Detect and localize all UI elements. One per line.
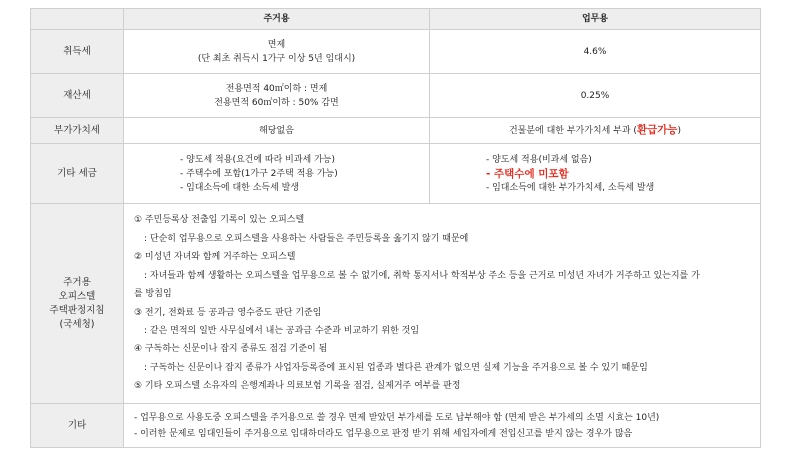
row-etc bbox=[31, 404, 761, 448]
label-etc: 기타 bbox=[31, 404, 124, 448]
criteria-line: ④ 구독하는 신문이나 잡지 종류도 점검 기준이 됨 bbox=[134, 344, 328, 355]
row-acquisition-tax bbox=[31, 30, 761, 74]
cell-other-tax-business bbox=[430, 144, 761, 204]
list-item: - 임대소득에 대한 부가가치세, 소득세 발생 bbox=[486, 182, 655, 193]
vat-biz-close: ) bbox=[677, 126, 682, 136]
criteria-line: ⑤ 기타 오피스텔 소유자의 은행계좌나 의료보험 기록을 점검, 실제거주 여부를 판정 bbox=[134, 381, 461, 392]
cell-acquisition-business: 4.6% bbox=[430, 30, 761, 74]
criteria-line: ② 미성년 자녀와 함께 거주하는 오피스텔 bbox=[134, 252, 296, 263]
vat-biz-text: 건물분에 대한 부가가치세 부과 ( bbox=[508, 126, 637, 136]
label-property-tax: 재산세 bbox=[31, 74, 124, 118]
acquisition-res-line1: 면제 bbox=[267, 39, 286, 50]
cell-vat-residential: 해당없음 bbox=[124, 118, 430, 144]
cell-property-residential bbox=[124, 74, 430, 118]
label-acquisition-tax: 취득세 bbox=[31, 30, 124, 74]
list-item: - 임대소득에 대한 소득세 발생 bbox=[180, 182, 300, 193]
list-item-highlight: - 주택수에 미포함 bbox=[486, 167, 569, 180]
criteria-label-line4: (국세청) bbox=[59, 318, 95, 330]
criteria-line: ③ 전기, 전화료 등 공과금 영수증도 판단 기준임 bbox=[134, 307, 322, 318]
cell-vat-business bbox=[430, 118, 761, 144]
label-other-tax: 기타 세금 bbox=[31, 144, 124, 204]
list-item: - 양도세 적용(비과세 없음) bbox=[486, 154, 592, 165]
list-item: - 주택수에 포함(1가구 2주택 적용 가능) bbox=[180, 168, 338, 179]
criteria-line: 를 방침임 bbox=[134, 289, 172, 300]
header-residential: 주거용 bbox=[124, 9, 430, 30]
etc-line2: - 이러한 문제로 임대인들이 주거용으로 임대하더라도 업무용으로 판정 받기 위해 세입자에게 전입신고를 받지 않는 경우가 많음 bbox=[134, 428, 633, 439]
label-residential-criteria bbox=[31, 204, 124, 404]
criteria-line: : 구독하는 신문이나 잡지 종류가 사업자등록증에 표시된 업종과 별다른 관계가 없으면 실제 기능을 주거용으로 볼 수 있기 때문임 bbox=[144, 362, 648, 373]
header-row bbox=[31, 9, 761, 30]
criteria-line: : 같은 면적의 일반 사무실에서 내는 공과금 수준과 비교하기 위한 것임 bbox=[144, 325, 420, 336]
vat-refundable-highlight: 환급가능 bbox=[636, 124, 678, 136]
row-residential-criteria bbox=[31, 204, 761, 404]
cell-criteria-content bbox=[124, 204, 761, 404]
header-empty-cell bbox=[31, 9, 124, 30]
acquisition-res-line2: (단 최초 취득시 1가구 이상 5년 임대시) bbox=[197, 53, 356, 64]
criteria-label-line3: 주택판정지침 bbox=[49, 304, 105, 316]
criteria-line: : 단순히 업무용으로 오피스텔을 사용하는 사람들은 주민등록을 옮기지 않기 때문에 bbox=[144, 233, 469, 244]
cell-etc-content bbox=[124, 404, 761, 448]
property-res-line2: 전용면적 60㎡이하 : 50% 감면 bbox=[214, 97, 339, 108]
cell-property-business: 0.25% bbox=[430, 74, 761, 118]
header-business: 업무용 bbox=[430, 9, 761, 30]
tax-comparison-table-wrapper bbox=[30, 8, 760, 448]
list-item: - 양도세 적용(요건에 따라 비과세 가능) bbox=[180, 154, 335, 165]
cell-acquisition-residential bbox=[124, 30, 430, 74]
row-vat bbox=[31, 118, 761, 144]
criteria-label-line1: 주거용 bbox=[63, 276, 91, 288]
criteria-line: ① 주민등록상 전출입 기록이 있는 오피스텔 bbox=[134, 215, 305, 226]
property-res-line1: 전용면적 40㎡이하 : 면제 bbox=[225, 83, 328, 94]
etc-line1: - 업무용으로 사용도중 오피스텔을 주거용으로 쓸 경우 면제 받았던 부가세를 도로 납부해야 함 (면제 받은 부가세의 소멸 시효는 10년) bbox=[134, 412, 660, 423]
label-vat: 부가가치세 bbox=[31, 118, 124, 144]
tax-comparison-table bbox=[30, 8, 761, 448]
row-property-tax bbox=[31, 74, 761, 118]
criteria-line: : 자녀들과 함께 생활하는 오피스텔을 업무용으로 볼 수 없기에, 취학 통지서나 학적부상 주소 등을 근거로 미성년 자녀가 거주하고 있는지를 가 bbox=[144, 270, 700, 281]
cell-other-tax-residential bbox=[124, 144, 430, 204]
row-other-tax bbox=[31, 144, 761, 204]
criteria-label-line2: 오피스텔 bbox=[58, 290, 96, 302]
